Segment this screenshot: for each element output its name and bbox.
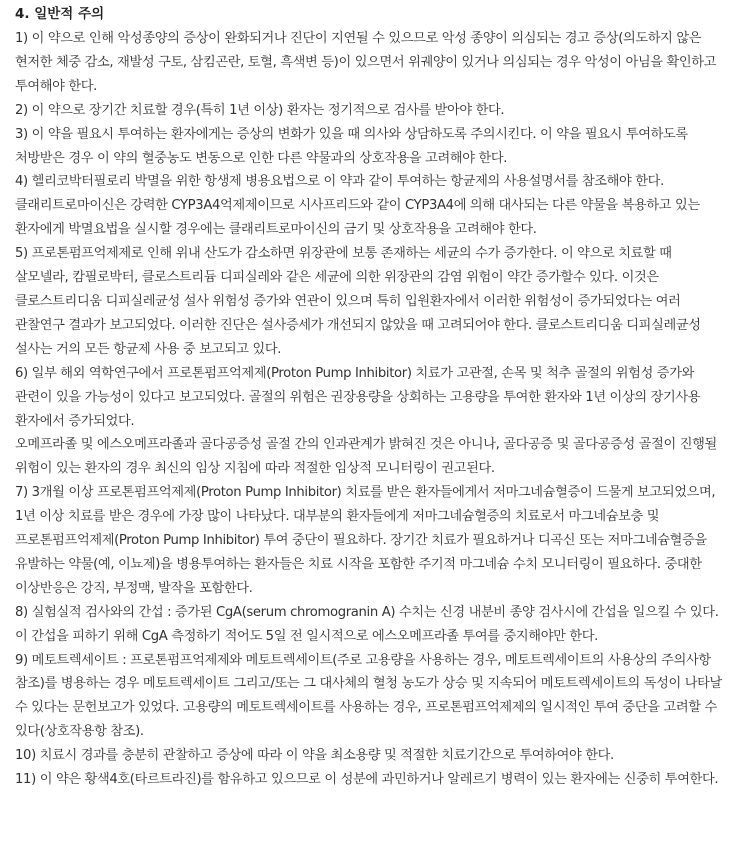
paragraph-3: 3) 이 약을 필요시 투여하는 환자에게는 증상의 변화가 있을 때 의사와 상담하도록 주의시킨다. 이 약을 필요시 투여하도록 처방받은 경우 이 약의 혈중농도 변동으로 인한 다른 약물과의 상호작용을 고려해야 한다.: [15, 126, 688, 166]
section-title: 4. 일반적 주의: [15, 6, 105, 22]
paragraph-7: 7) 3개월 이상 프로톤펌프억제제(Proton Pump Inhibitor) 치료를 받은 환자들에게서 저마그네슘혈증이 드물게 보고되었으며, 1년 이상 치료를 받은 경우에 가장 많이 나타났다. 대부분의 환자들에게 저마그네슘혈증의 치료로서 마그네슘보충 및 프로톤펌프억제제(Proton Pump Inhibitor) 투여 중단이 필요하다. 장기간 치료가 필요하거나 디곡신 또는 저마그네슘혈증을 유발하는 약물(예, 이뇨제)을 병용투여하는 환자들은 치료 시작을 포함한 주기적 마그네슘 수치 모니터링이 필요하다. 중대한 이상반응은 강직, 부정맥, 발작을 포함한다.: [15, 485, 716, 596]
paragraph-11: 11) 이 약은 황색4호(타르트라진)를 함유하고 있으므로 이 성분에 과민하거나 알레르기 병력이 있는 환자에는 신중히 투여한다.: [15, 772, 719, 788]
paragraph-4: 4) 헬리코박터필로리 박멸을 위한 항생제 병용요법으로 이 약과 같이 투여하는 항균제의 사용설명서를 참조해야 한다. 클래리트로마이신은 강력한 CYP3A4억제제이므로 시사프리드와 같이 CYP3A4에 의해 대사되는 다른 약물을 복용하고 있는 환자에게 박멸요법을 실시할 경우에는 클래리트로마이신의 금기 및 상호작용을 고려해야 한다.: [15, 174, 700, 238]
paragraph-10: 10) 치료시 경과를 충분히 관찰하고 증상에 따라 이 약을 최소용량 및 적절한 치료기간으로 투여하여야 한다.: [15, 748, 614, 764]
paragraph-9: 9) 메토트렉세이트 : 프로톤펌프억제제와 메토트렉세이트(주로 고용량을 사용하는 경우, 메토트렉세이트의 사용상의 주의사항 참조)를 병용하는 경우 메토트렉세이트 그리고/또는 그 대사체의 혈청 농도가 상승 및 지속되어 메토트렉세이트의 독성이 나타날 수 있다는 문헌보고가 있었다. 고용량의 메토트렉세이트를 사용하는 경우, 프로톤펌프억제제의 일시적인 투여 중단을 고려할 수 있다(상호작용항 참조).: [15, 652, 722, 740]
paragraph-6: 6) 일부 해외 역학연구에서 프로톤펌프억제제(Proton Pump Inhibitor) 치료가 고관절, 손목 및 척추 골절의 위험성 증가와 관련이 있을 가능성이 있다고 보고되었다. 골절의 위험은 권장용량을 상회하는 고용량을 투여한 환자와 1년 이상의 장기사용 환자에서 증가되었다.: [15, 365, 701, 429]
paragraph-5: 5) 프로톤펌프억제제로 인해 위내 산도가 감소하면 위장관에 보통 존재하는 세균의 수가 증가한다. 이 약으로 치료할 때 살모넬라, 캄필로박터, 클로스트리듐 디피실레와 같은 세균에 의한 위장관의 감염 위험이 약간 증가할수 있다. 이것은 클로스트리디움 디피실레균성 설사 위험성 증가와 연관이 있으며 특히 입원환자에서 이러한 위험성이 증가되었다는 여러 관찰연구 결과가 보고되었다. 이러한 진단은 설사증세가 개선되지 않았을 때 고려되어야 한다. 클로스트리디움 디피실레균성 설사는 거의 모든 항균제 사용 중 보고되고 있다.: [15, 246, 701, 357]
paragraph-8: 8) 실험실적 검사와의 간섭 : 증가된 CgA(serum chromogranin A) 수치는 신경 내분비 종양 검사시에 간섭을 일으킬 수 있다. 이 간섭을 피하기 위해 CgA 측정하기 적어도 5일 전 일시적으로 에스오메프라졸 투여를 중지해야만 한다.: [15, 604, 719, 644]
paragraph-2: 2) 이 약으로 장기간 치료할 경우(특히 1년 이상) 환자는 정기적으로 검사를 받아야 한다.: [15, 102, 505, 118]
paragraph-6-continued: 오메프라졸 및 에스오메프라졸과 골다공증성 골절 간의 인과관계가 밝혀진 것은 아니나, 골다공증 및 골다공증성 골절이 진행될 위험이 있는 환자의 경우 최신의 임상 지침에 따라 적절한 임상적 모니터링이 권고된다.: [15, 437, 717, 477]
precautions-section: [15, 0, 727, 792]
paragraph-1: 1) 이 약으로 인해 악성종양의 증상이 완화되거나 진단이 지연될 수 있으므로 악성 종양이 의심되는 경고 증상(의도하지 않은 현저한 체중 감소, 재발성 구토, 삼킴곤란, 토혈, 흑색변 등)이 있으면서 위궤양이 있거나 의심되는 경우 악성이 아님을 확인하고 투여해야 한다.: [15, 31, 717, 94]
